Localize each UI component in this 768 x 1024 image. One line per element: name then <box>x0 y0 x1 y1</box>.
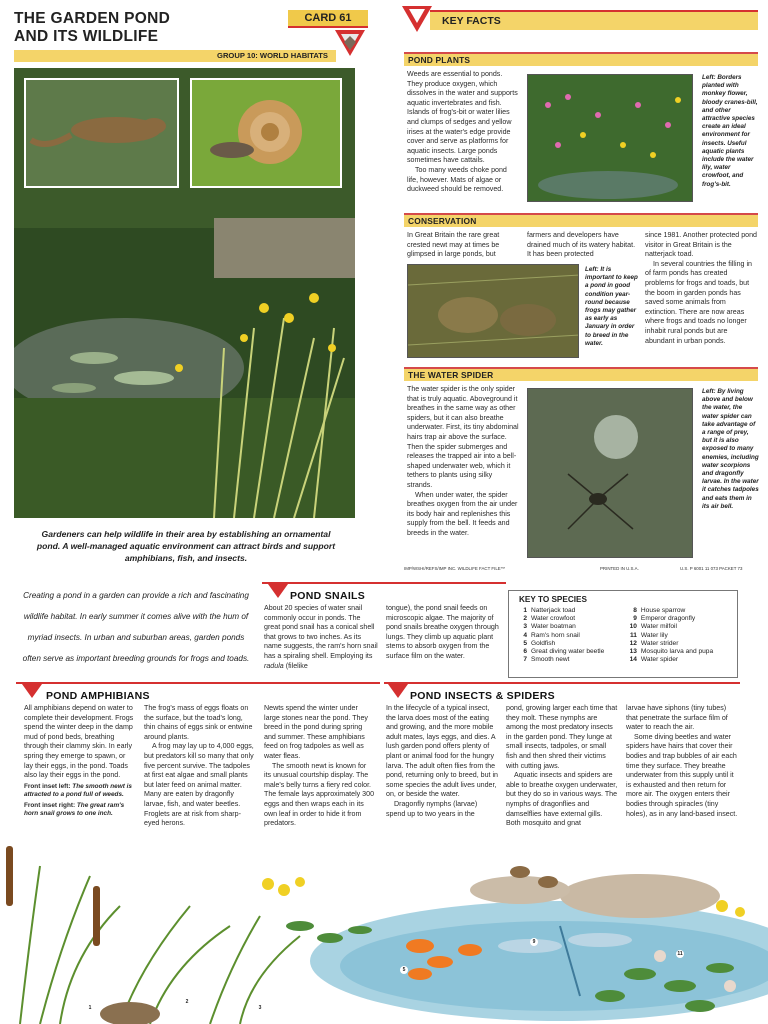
key-item-name: Water boatman <box>531 623 576 631</box>
illustration-number-5: 5 <box>400 966 408 974</box>
key-item-number: 3 <box>523 623 527 631</box>
pond-plants-photo <box>527 74 693 202</box>
front-inset-right-snail-photo <box>190 78 342 188</box>
water-spider-photo <box>527 388 693 558</box>
key-item-name: Water crowfoot <box>531 615 576 623</box>
key-item <box>625 607 731 615</box>
key-item <box>515 607 625 615</box>
pond-amphibians-flag-icon <box>22 684 42 698</box>
key-item-number: 6 <box>523 648 527 656</box>
front-inset-left-newt-photo <box>24 78 179 188</box>
illustration-number-9: 9 <box>530 938 538 946</box>
key-item <box>515 640 625 648</box>
key-item-number: 2 <box>523 615 527 623</box>
pond-amphibians-col3: Newts spend the winter under large stones near the pond. They breed in the pond during spring and summer. These amphibians feed on frog tadpoles as well as water fleas. The smooth newt is known for its unusual courtship display. The male's belly turns a fiery red color. The female lays approximately 300 eggs and then wraps each in its own leaf in order to hide it from predators. <box>264 704 375 828</box>
pond-amphibians-heading: POND AMPHIBIANS <box>46 690 150 702</box>
key-item-name: Natterjack toad <box>531 607 576 614</box>
key-item <box>625 640 731 648</box>
key-item-number: 4 <box>523 631 527 639</box>
key-item <box>625 656 731 664</box>
title-line-1: THE GARDEN POND <box>14 10 171 27</box>
pond-snails-col1: About 20 species of water snail commonly occur in ponds. The great pond snail has a conical shell that grows to two inches. As its name suggests, the ram's horn snail has a spiraling shell. Employing its radula (filelike <box>264 604 378 670</box>
key-item-number: 13 <box>629 648 637 656</box>
key-to-species-box <box>508 590 738 678</box>
pond-snails-rule <box>262 582 506 584</box>
illustration-number-11: 11 <box>677 951 683 957</box>
key-item <box>515 648 625 656</box>
card-mountain-emblem <box>335 30 365 56</box>
key-facts-arrow <box>402 6 432 32</box>
page-title <box>14 10 244 46</box>
conservation-caption: Left: It is important to keep a pond in good condition year-round because frogs may gather as early as January in order to breed in the water. <box>585 266 638 347</box>
print-footer-left: IMP/WSHI/REFS/IMP INC. WILDLIFE FACT FILE™ <box>404 566 506 571</box>
key-item-number: 1 <box>523 607 527 614</box>
conservation-frogs-photo <box>407 264 579 358</box>
print-footer-mid: PRINTED IN U.S.A. <box>600 566 639 571</box>
pond-insects-col2: pond, growing larger each time that they molt. These nymphs are among the most predatory insects in the garden pond. They lunge at small insects, tadpoles, or small fish and then shred their victims with cutting jaws. Aquatic insects and spiders are able to breathe oxygen underwater, but they do so in various ways. The nymphs of dragonflies and damselflies have external gills. Both mosquito and gnat <box>506 704 618 828</box>
conservation-heading: CONSERVATION <box>404 213 758 227</box>
key-item <box>625 623 731 631</box>
pond-insects-col3: larvae have siphons (tiny tubes) that penetrate the surface film of water to reach the air. Some diving beetles and water spiders have hairs that cover their bodies and trap bubbles of air each time they surface. They breathe underwater from this supply until it is exhausted and then return for more air. The oxygen enters their bodies through spiracles (tiny holes), as in any land-based insect. <box>626 704 738 818</box>
key-item-name: Mosquito larva and pupa <box>640 648 714 656</box>
key-column-1 <box>515 607 625 664</box>
title-line-2: AND ITS WILDLIFE <box>14 28 159 45</box>
pond-insects-heading: POND INSECTS & SPIDERS <box>410 690 555 702</box>
conservation-col3: since 1981. Another protected pond visitor in Great Britain is the natterjack toad. In several countries the filling in of farm ponds has created problems for frogs and toads, but the boom in garden ponds has saved some animals from extinction. There are now areas where frogs and toads no longer inhabit rural ponds but are abundant in urban ponds. <box>645 231 758 345</box>
pond-insects-rule <box>384 682 740 684</box>
key-item <box>625 648 731 656</box>
pond-snails-heading: POND SNAILS <box>290 590 366 602</box>
key-item-name: Water strider <box>640 639 679 647</box>
key-item-name: House sparrow <box>640 607 686 614</box>
key-item-name: Great diving water beetle <box>531 648 605 656</box>
key-item-number: 14 <box>629 656 637 664</box>
pond-illustration <box>0 846 768 1024</box>
key-item-number: 8 <box>633 607 637 614</box>
card-number-tab: CARD 61 <box>288 10 368 28</box>
key-item-name: Water lily <box>640 631 668 639</box>
illustration-number-3: 3 <box>256 1004 264 1012</box>
key-item-number: 10 <box>629 623 637 631</box>
key-item-number: 7 <box>523 656 527 664</box>
pond-amphibians-rule <box>16 682 380 684</box>
pond-plants-heading: POND PLANTS <box>404 52 758 66</box>
conservation-col1: In Great Britain the rare great crested newt may at times be glimpsed in large ponds, but <box>407 231 500 259</box>
intro-paragraph: Creating a pond in a garden can provide a rich and fascinating wildlife habitat. In early summer it comes alive with the hum of myriad insects. In urban and suburban areas, garden ponds often serve as important breeding grounds for frogs and toads. <box>22 591 250 663</box>
illustration-number-2: 2 <box>183 998 191 1006</box>
key-item-name: Emperor dragonfly <box>640 615 696 623</box>
pond-amphibians-col1: All amphibians depend on water to complete their development. Frogs spend the winter deep in the damp mud of pond beds, breathing through their clammy skin. In early spring they emerge to spawn, or lay their eggs, in the pond. Toads also lay their eggs in the pond. Front inset left: The smooth newt is attracted to a pond full of weeds. Front inset right: The great ram's horn snail grows to one inch. <box>24 704 134 818</box>
key-to-species-heading: KEY TO SPECIES <box>519 595 587 604</box>
pond-plants-caption: Left: Borders planted with monkey flower, bloody cranes-bill, and other attractive species create an ideal environment for insects. Useful aquatic plants include the water lily, water crowfoot, and frog's-bit. <box>702 74 758 188</box>
key-item <box>515 656 625 664</box>
pond-snails-col2: tongue), the pond snail feeds on microscopic algae. The majority of pond snails breathe oxygen through lungs. They climb up aquatic plant stems to absorb oxygen from the surface film on the water. <box>386 604 499 660</box>
illustration-number-1: 1 <box>86 1004 94 1012</box>
conservation-col2: farmers and developers have drained much of its watery habitat. It has been protected <box>527 231 636 259</box>
water-spider-caption: Left: By living above and below the water, the water spider can take advantage of a range of prey, but it is also exposed to many enemies, including water scorpions and dragonfly larvae. In the water it catches tadpoles and eats them in its air bell. <box>702 388 759 510</box>
key-item-name: Ram's horn snail <box>531 631 580 639</box>
pond-plants-text: Weeds are essential to ponds. They produce oxygen, which dissolves in the water and supports aquatic invertebrates and fish. Islands of frog's-bit or water lilies and clumps of sedges and yellow irises at the water's edge provide cover and serve as platforms for aquatic insects. Large ponds sometimes have cattails. Too many weeds choke pond life, however. Mats of algae or duckweed should be removed. <box>407 70 518 194</box>
pond-insects-col1: In the lifecycle of a typical insect, the larva does most of the eating and growing, and the more mobile adult mates, lays eggs, and dies. A lush garden pond offers plenty of plant or animal food for the hungry larva. The adult often flies from the pond, returning only to breed, but in some species the adult lives under, on, or beside the water. Dragonfly nymphs (larvae) spend up to two years in the <box>386 704 499 818</box>
key-item-number: 12 <box>629 639 637 647</box>
key-column-2 <box>625 607 731 664</box>
key-item <box>515 632 625 640</box>
key-item <box>515 615 625 623</box>
key-item-number: 9 <box>633 615 637 623</box>
key-item <box>515 623 625 631</box>
print-footer-right: U.S. P 6001 11 073 PACKET 73 <box>680 566 743 571</box>
pond-amphibians-col2: The frog's mass of eggs floats on the surface, but the toad's long, thin chains of eggs sink or entwine around plants. A frog may lay up to 4,000 eggs, but predators kill so many that only five percent survive. The tadpoles at first eat algae and small plants but later feed on animal matter. Many are eaten by dragonfly larvae, fish, and water beetles. Froglets are at risk from sharp-eyed herons. <box>144 704 254 828</box>
key-item-name: Smooth newt <box>531 656 570 664</box>
key-item-name: Water spider <box>640 656 679 664</box>
water-spider-text: The water spider is the only spider that is truly aquatic. Aboveground it breathes in the same way as other spiders, but it can also breathe underwater. First, its tiny abdominal hairs trap air above the surface. Then the spider submerges and releases the trapped air into a bell-shaped underwater web, which it tethers to plants using silky strands. When under water, the spider breathes oxygen from the air under its body hair and replenishes this supply from the bell. It feeds and breeds in the water. <box>407 385 519 537</box>
key-item <box>625 632 731 640</box>
key-item <box>625 615 731 623</box>
pond-snails-flag-icon <box>268 584 288 598</box>
key-item-name: Goldfish <box>531 639 556 647</box>
pond-insects-flag-icon <box>388 684 408 698</box>
key-facts-header: KEY FACTS <box>430 10 758 30</box>
group-bar: GROUP 10: WORLD HABITATS <box>14 50 336 62</box>
key-item-number: 5 <box>523 639 527 647</box>
main-photo-caption: Gardeners can help wildlife in their area by establishing an ornamental pond. A well-managed aquatic environment can attract birds and support amphibians, fish, and insects. <box>36 529 336 563</box>
key-item-number: 11 <box>629 631 637 639</box>
water-spider-heading: THE WATER SPIDER <box>404 367 758 381</box>
key-item-name: Water milfoil <box>640 623 677 631</box>
